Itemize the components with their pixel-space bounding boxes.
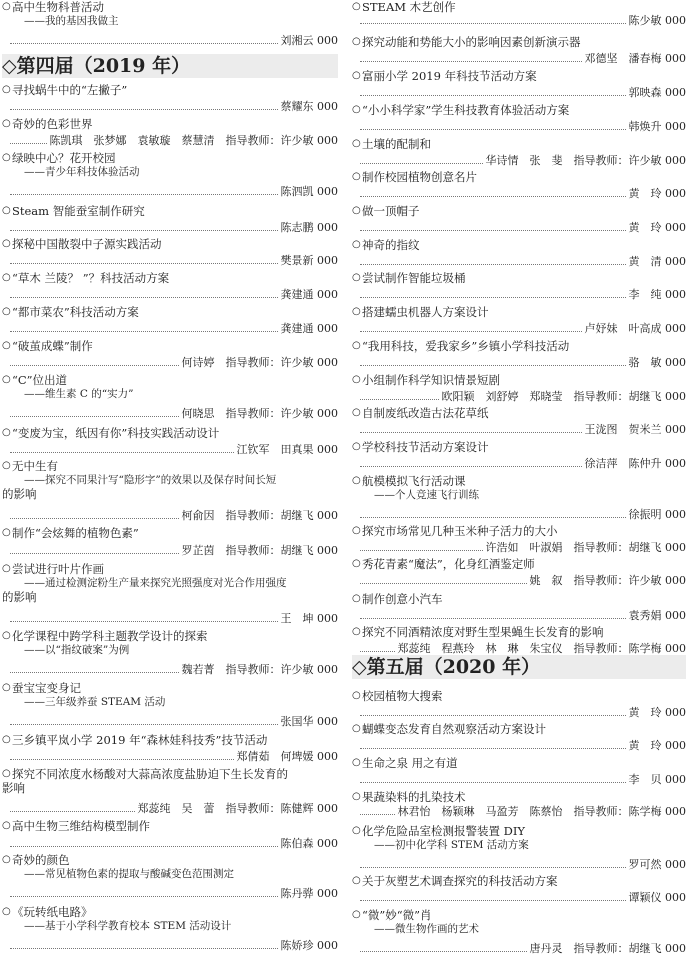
bullet-circle-icon: ○: [2, 734, 11, 745]
leader-dots: [360, 900, 626, 901]
entry-authors: 卢妤妹 叶高成 000: [352, 322, 686, 336]
leader-dots: [10, 109, 278, 110]
entry-title: ○ 探究市场常见几种玉米种子活力的大小: [352, 524, 558, 538]
entry-subtitle: ——我的基因我做主: [24, 15, 119, 27]
entry-authors: 袁秀娟 000: [352, 609, 686, 623]
bullet-circle-icon: ○: [352, 558, 361, 569]
entry-authors: 黄 清 000: [352, 255, 686, 269]
entry-subtitle: ——以“指纹破案”为例: [24, 644, 130, 656]
leader-dots: [360, 517, 626, 518]
bullet-circle-icon: ○: [352, 441, 361, 452]
entry-authors: 罗可然 000: [352, 858, 686, 872]
entry-authors: 李 贝 000: [352, 773, 686, 787]
bullet-circle-icon: ○: [352, 791, 361, 802]
entry-title: ○ 搭建蠕虫机器人方案设计: [352, 305, 489, 319]
entry-authors: 谭颖仪 000: [352, 891, 686, 905]
leader-dots: [10, 672, 179, 673]
bullet-circle-icon: ○: [352, 757, 361, 768]
entry-authors: 罗芷茵 指导教师：胡继飞 000: [2, 544, 338, 558]
bullet-circle-icon: ○: [352, 374, 361, 385]
leader-dots: [360, 23, 626, 24]
entry-authors: 林君怡 杨颖琳 马盈芳 陈蔡怡 指导教师：陈学梅 000: [352, 805, 686, 819]
leader-dots: [360, 331, 582, 332]
entry-title: ○ 果蔬染料的扎染技术: [352, 790, 466, 804]
bullet-circle-icon: ○: [2, 768, 11, 779]
entry-title: ○ “都市菜农”科技活动方案: [2, 305, 139, 319]
entry-title: ○ 化学课程中跨学科主题教学设计的探索: [2, 629, 208, 643]
leader-dots: [10, 811, 135, 812]
leader-dots: [360, 196, 626, 197]
bullet-circle-icon: ○: [2, 563, 11, 574]
entry-authors: 张国华 000: [2, 715, 338, 729]
bullet-circle-icon: ○: [352, 593, 361, 604]
entry-title: ○ 奇妙的色彩世界: [2, 117, 93, 131]
entry-title-continued: 的影响: [2, 590, 37, 604]
entry-authors: 郑蕊纯 吴 蕾 指导教师：陈健辉 000: [2, 802, 338, 816]
entry-title: ○ 秀花青素“魔法”，化身红酒鉴定师: [352, 557, 535, 571]
entry-authors: 唐丹灵 指导教师：胡继飞 000: [352, 942, 686, 956]
entry-title: ○ “草木 兰陵？ ”？科技活动方案: [2, 271, 170, 285]
leader-dots: [360, 95, 626, 96]
leader-dots: [360, 365, 626, 366]
leader-dots: [360, 230, 626, 231]
bullet-circle-icon: ○: [2, 854, 11, 865]
entry-authors: 龚建通 000: [2, 322, 338, 336]
entry-title: ○ 航模模拟飞行活动课: [352, 474, 466, 488]
entry-authors: 陈娇珍 000: [2, 939, 338, 953]
leader-dots: [10, 230, 278, 231]
leader-dots: [360, 163, 483, 164]
leader-dots: [360, 782, 626, 783]
entry-subtitle: ——维生素 C 的“实力”: [24, 388, 134, 400]
entry-subtitle: ——通过检测淀粉生产量来探究光照强度对光合作用强度: [24, 577, 287, 589]
entry-title: ○ 奇妙的颜色: [2, 853, 70, 867]
leader-dots: [360, 61, 582, 62]
leader-dots: [10, 43, 278, 44]
entry-title: ○ 关于灰塑艺术调查探究的科技活动方案: [352, 874, 558, 888]
entry-authors: 徐振明 000: [352, 508, 686, 522]
bullet-circle-icon: ○: [2, 340, 11, 351]
bullet-circle-icon: ○: [352, 171, 361, 182]
leader-dots: [10, 416, 179, 417]
entry-title: ○ 自制废纸改造古法花草纸: [352, 406, 489, 420]
entry-authors: 陈泗凯 000: [2, 185, 338, 199]
entry-subtitle: ——基于小学科学教育校本 STEM 活动设计: [24, 920, 232, 932]
bullet-circle-icon: ○: [352, 875, 361, 886]
entry-authors: 蔡耀东 000: [2, 100, 338, 114]
bullet-circle-icon: ○: [352, 909, 361, 920]
entry-authors: 郭映森 000: [352, 86, 686, 100]
leader-dots: [360, 867, 626, 868]
leader-dots: [10, 297, 278, 298]
leader-dots: [10, 846, 278, 847]
leader-dots: [360, 550, 483, 551]
entry-title: ○ 三乡镇平岚小学 2019 年“森林娃科技秀”技节活动: [2, 733, 268, 747]
bullet-circle-icon: ○: [2, 272, 11, 283]
bullet-circle-icon: ○: [352, 205, 361, 216]
leader-dots: [10, 452, 234, 453]
entry-authors: 陈志鹏 000: [2, 221, 338, 235]
entry-title: ○ 制作“会炫舞的植物色素”: [2, 526, 139, 540]
bullet-circle-icon: ○: [2, 820, 11, 831]
bullet-circle-icon: ○: [2, 152, 11, 163]
section-header-2019: ◇第四届（2019 年）: [2, 54, 338, 78]
entry-authors: 王 坤 000: [2, 612, 338, 626]
leader-dots: [10, 759, 234, 760]
entry-title: ○ 生命之泉 用之有道: [352, 756, 458, 770]
bullet-circle-icon: ○: [352, 825, 361, 836]
entry-authors: 陈丹骅 000: [2, 887, 338, 901]
entry-authors: 龚建通 000: [2, 288, 338, 302]
leader-dots: [360, 129, 626, 130]
leader-dots: [10, 263, 278, 264]
leader-dots: [360, 466, 582, 467]
entry-title: ○ 神奇的指纹: [352, 238, 420, 252]
entry-title: ○ 制作校园植物创意名片: [352, 170, 477, 184]
entry-subtitle: ——青少年科技体验活动: [24, 166, 140, 178]
bullet-circle-icon: ○: [2, 682, 11, 693]
bullet-circle-icon: ○: [352, 407, 361, 418]
entry-title: ○ 《玩转纸电路》: [2, 905, 93, 919]
entry-title: ○ 蚕宝宝变身记: [2, 681, 81, 695]
leader-dots: [10, 194, 278, 195]
leader-dots: [360, 264, 626, 265]
entry-authors: 许浩如 叶淑娟 指导教师：胡继飞 000: [352, 541, 686, 555]
bullet-circle-icon: ○: [2, 460, 11, 471]
bullet-circle-icon: ○: [352, 690, 361, 701]
entry-title-continued: 影响: [2, 781, 25, 795]
entry-subtitle: ——三年级养蚕 STEAM 活动: [24, 696, 166, 708]
entry-title: ○ 化学危险品室检测报警装置 DIY: [352, 824, 526, 838]
entry-authors: 何晓思 指导教师：许少敏 000: [2, 407, 338, 421]
bullet-circle-icon: ○: [352, 1, 361, 12]
entry-title: ○ 小组制作科学知识情景短剧: [352, 373, 500, 387]
entry-title: ○ 制作创意小汽车: [352, 592, 443, 606]
entry-authors: 韩焕升 000: [352, 120, 686, 134]
leader-dots: [360, 715, 626, 716]
bullet-circle-icon: ○: [2, 306, 11, 317]
entry-authors: 欧阳颖 刘舒婷 郑晓莹 指导教师：胡继飞 000: [352, 390, 686, 404]
entry-title: ○ Steam 智能蚕室制作研究: [2, 204, 145, 218]
entry-title: ○ 绿映中心？花开校园: [2, 151, 116, 165]
leader-dots: [10, 365, 179, 366]
entry-authors: 黄 玲 000: [352, 739, 686, 753]
entry-title: ○ 寻找蜗牛中的“左撇子”: [2, 83, 128, 97]
entry-authors: 徐洁萍 陈仲升 000: [352, 457, 686, 471]
entry-authors: 郑倩茹 何埤媛 000: [2, 750, 338, 764]
entry-title: ○ 蝴蝶变态发育自然观察活动方案设计: [352, 722, 546, 736]
entry-authors: 邓德坚 潘春梅 000: [352, 52, 686, 66]
bullet-circle-icon: ○: [352, 138, 361, 149]
entry-title: ○ STEAM 木艺创作: [352, 0, 456, 14]
entry-title: ○ “我用科技，爱我家乡”乡镇小学科技活动: [352, 339, 570, 353]
bullet-circle-icon: ○: [352, 70, 361, 81]
entry-authors: 柯俞因 指导教师：胡继飞 000: [2, 509, 338, 523]
entry-authors: 黄 玲 000: [352, 221, 686, 235]
entry-title: ○ 尝试制作智能垃圾桶: [352, 271, 466, 285]
entry-title: ○ “变废为宝，纸因有你”科技实践活动设计: [2, 426, 220, 440]
bullet-circle-icon: ○: [2, 84, 11, 95]
leader-dots: [10, 331, 278, 332]
entry-authors: 陈少敏 000: [352, 14, 686, 28]
bullet-circle-icon: ○: [352, 36, 361, 47]
entry-authors: 骆 敏 000: [352, 356, 686, 370]
leader-dots: [10, 518, 179, 519]
entry-authors: 陈伯森 000: [2, 837, 338, 851]
entry-title: ○ “破茧成蝶”制作: [2, 339, 93, 353]
leader-dots: [10, 724, 278, 725]
entry-title: ○ 探秘中国散裂中子源实践活动: [2, 237, 162, 251]
leader-dots: [360, 618, 626, 619]
leader-dots: [360, 951, 527, 952]
leader-dots: [360, 651, 395, 652]
entry-authors: 黄 玲 000: [352, 187, 686, 201]
entry-title: ○ “微”妙“微”肖: [352, 908, 432, 922]
entry-authors: 刘湘云 000: [2, 34, 338, 48]
entry-title: ○ 高中生物三维结构模型制作: [2, 819, 150, 833]
entry-title: ○ “C”位出道: [2, 373, 68, 387]
section-header-2020: ◇第五届（2020 年）: [352, 655, 686, 679]
leader-dots: [10, 553, 179, 554]
entry-subtitle: ——个人竞速飞行训练: [374, 489, 479, 501]
bullet-circle-icon: ○: [2, 1, 11, 12]
entry-subtitle: ——常见植物色素的提取与酸碱变色范围测定: [24, 868, 234, 880]
bullet-circle-icon: ○: [352, 525, 361, 536]
entry-subtitle: ——探究不同果汁写“隐形字”的效果以及保存时间长短: [24, 474, 277, 486]
entry-title-continued: 的影响: [2, 487, 37, 501]
entry-authors: 李 纯 000: [352, 288, 686, 302]
leader-dots: [360, 297, 626, 298]
leader-dots: [360, 583, 527, 584]
entry-title: ○ 做一顶帽子: [352, 204, 420, 218]
entry-title: ○ 无中生有: [2, 459, 58, 473]
bullet-circle-icon: ○: [352, 626, 361, 637]
bullet-circle-icon: ○: [352, 104, 361, 115]
leader-dots: [360, 399, 439, 400]
bullet-circle-icon: ○: [2, 906, 11, 917]
entry-subtitle: ——微生物作画的艺术: [374, 923, 479, 935]
entry-authors: 王泷图 贺米兰 000: [352, 423, 686, 437]
entry-title: ○ 富丽小学 2019 年科技节活动方案: [352, 69, 537, 83]
bullet-circle-icon: ○: [2, 238, 11, 249]
bullet-circle-icon: ○: [352, 272, 361, 283]
bullet-circle-icon: ○: [352, 306, 361, 317]
entry-subtitle: ——初中化学科 STEM 活动方案: [374, 839, 529, 851]
entry-authors: 陈凯琪 张梦娜 袁敏璇 蔡慧清 指导教师：许少敏 000: [2, 134, 338, 148]
leader-dots: [360, 432, 582, 433]
entry-authors: 江钦军 田真果 000: [2, 443, 338, 457]
bullet-circle-icon: ○: [2, 374, 11, 385]
bullet-circle-icon: ○: [352, 475, 361, 486]
bullet-circle-icon: ○: [2, 118, 11, 129]
bullet-circle-icon: ○: [352, 340, 361, 351]
entry-authors: 何诗婷 指导教师：许少敏 000: [2, 356, 338, 370]
entry-title: ○ 土壤的配制和: [352, 137, 431, 151]
bullet-circle-icon: ○: [352, 239, 361, 250]
bullet-circle-icon: ○: [2, 630, 11, 641]
bullet-circle-icon: ○: [2, 527, 11, 538]
bullet-circle-icon: ○: [2, 427, 11, 438]
entry-title: ○ 探究不同酒精浓度对野生型果蝇生长发育的影响: [352, 625, 604, 639]
bullet-circle-icon: ○: [352, 723, 361, 734]
leader-dots: [10, 896, 278, 897]
leader-dots: [360, 748, 626, 749]
entry-title: ○ 校园植物大搜索: [352, 689, 443, 703]
entry-title: ○ 学校科技节活动方案设计: [352, 440, 489, 454]
leader-dots: [10, 143, 47, 144]
leader-dots: [10, 621, 278, 622]
entry-authors: 华诗情 张 斐 指导教师：许少敏 000: [352, 154, 686, 168]
leader-dots: [360, 814, 395, 815]
entry-authors: 黄 玲 000: [352, 706, 686, 720]
entry-title: ○ 探究不同浓度水杨酸对大蒜高浓度盐胁迫下生长发育的: [2, 767, 288, 781]
entry-title: ○ 高中生物科普活动: [2, 0, 104, 14]
entry-authors: 郑蕊纯 程燕玲 林 琳 朱宝仪 指导教师：陈学梅 000: [352, 642, 686, 656]
entry-title: ○ 尝试进行叶片作画: [2, 562, 104, 576]
entry-title: ○ “小小科学家”学生科技教育体验活动方案: [352, 103, 570, 117]
leader-dots: [10, 948, 278, 949]
entry-title: ○ 探究动能和势能大小的影响因素创新演示器: [352, 35, 581, 49]
entry-authors: 魏若菁 指导教师：许少敏 000: [2, 663, 338, 677]
entry-authors: 樊景新 000: [2, 254, 338, 268]
entry-authors: 姚 叙 指导教师：许少敏 000: [352, 574, 686, 588]
bullet-circle-icon: ○: [2, 205, 11, 216]
